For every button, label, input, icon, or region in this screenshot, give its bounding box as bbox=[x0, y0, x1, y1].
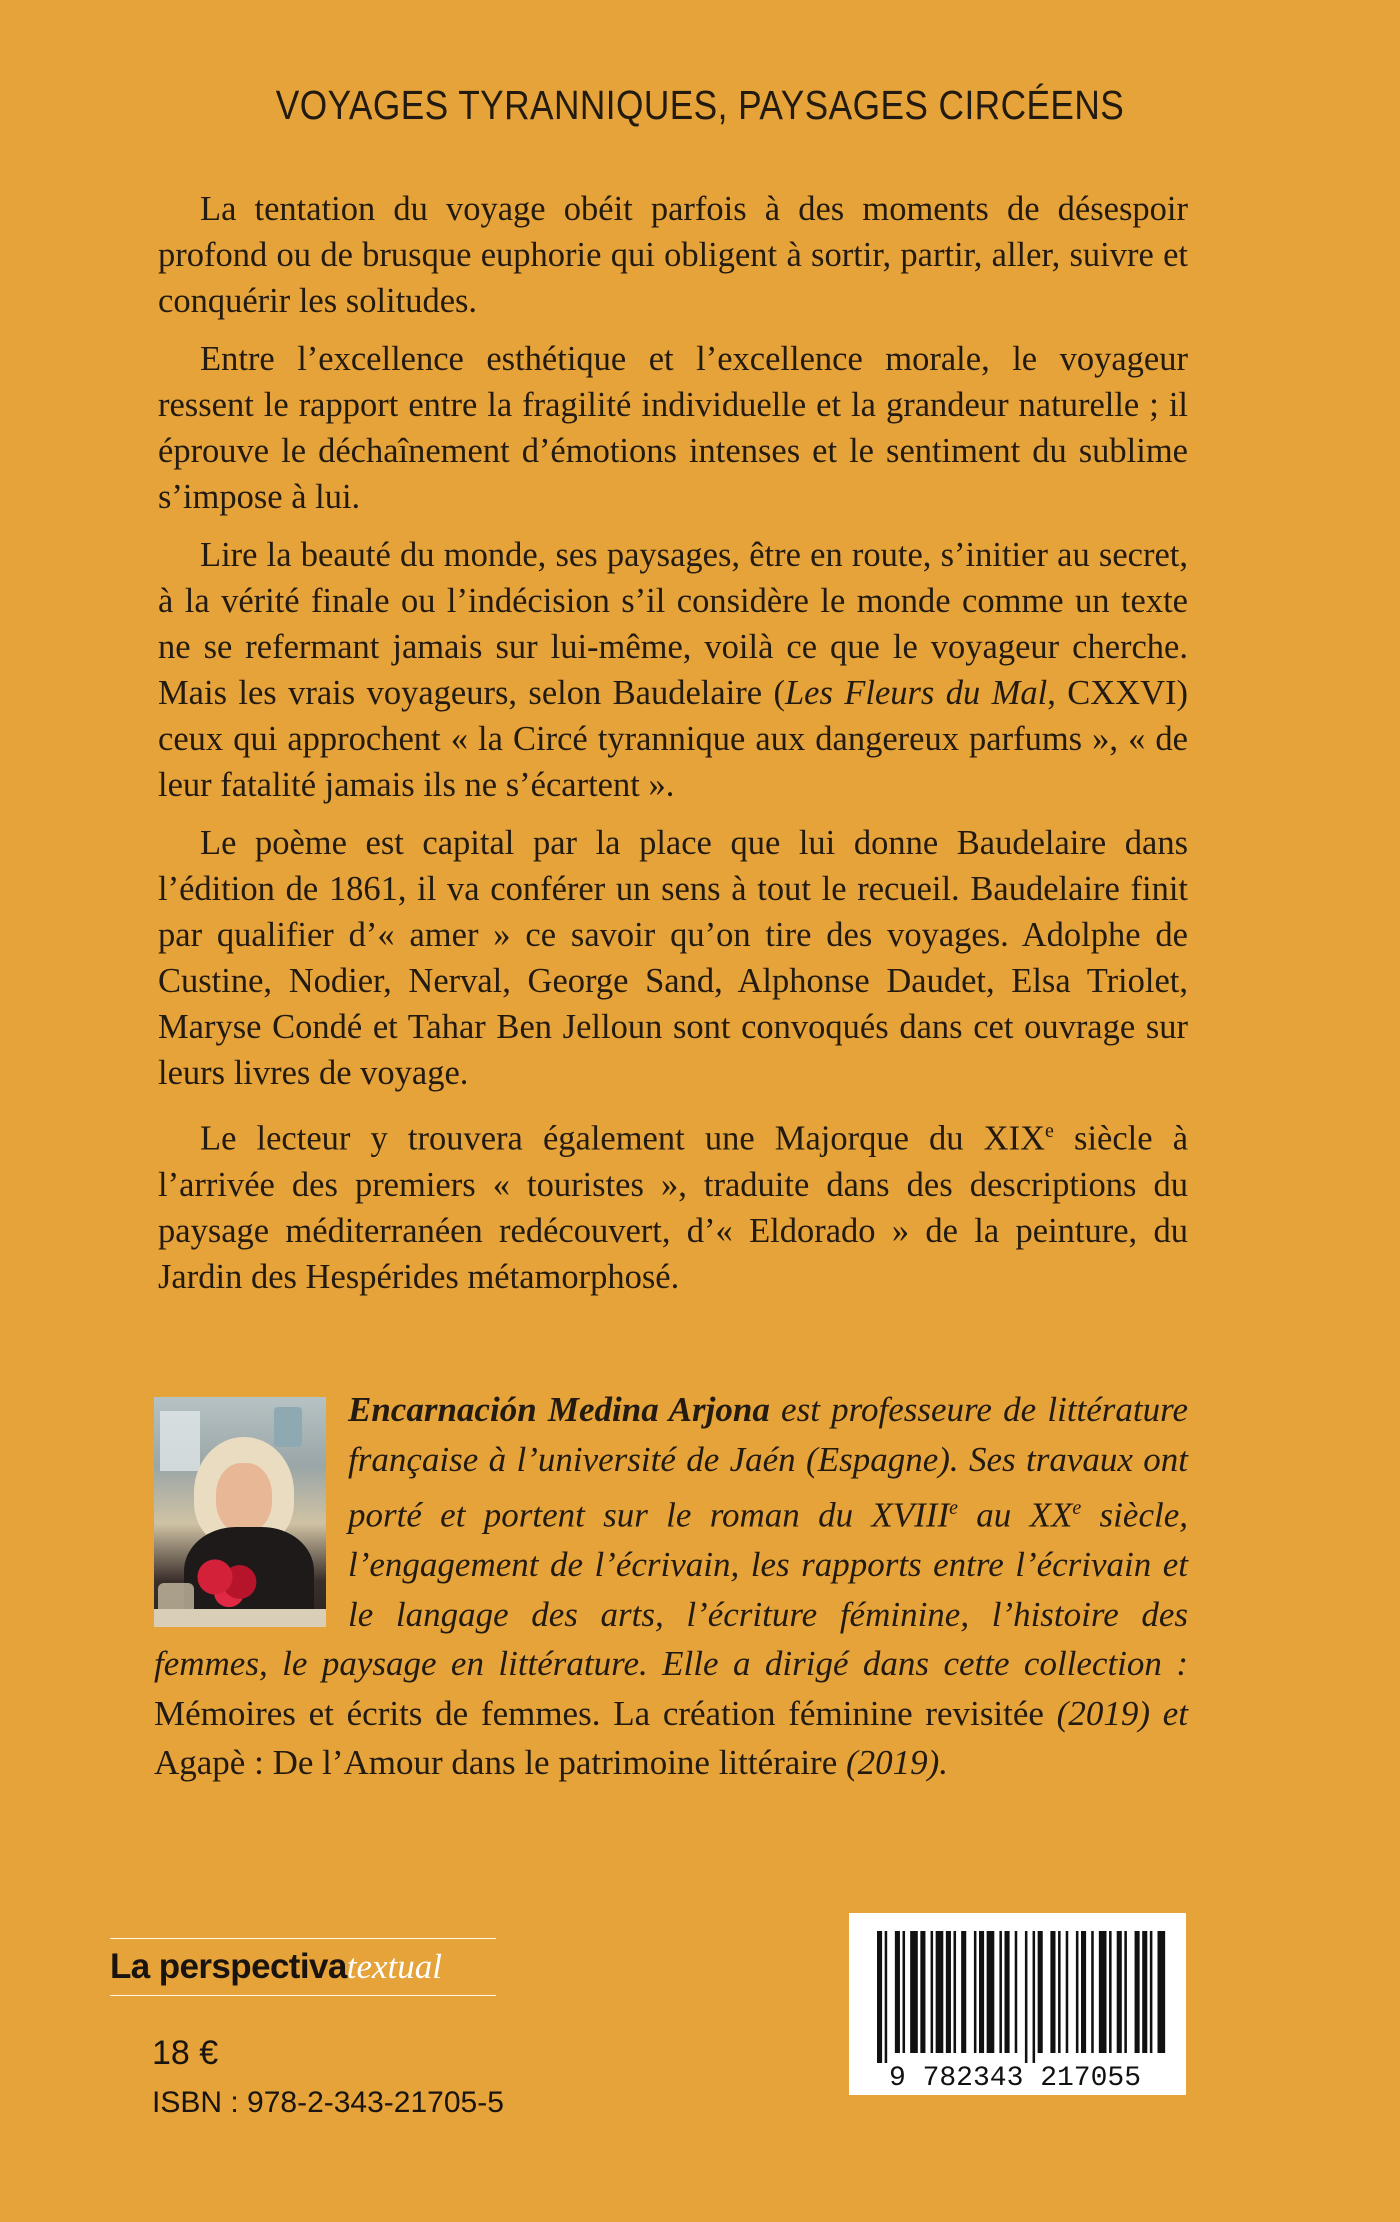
barcode-bar bbox=[979, 1931, 984, 2053]
barcode-bar bbox=[1015, 1931, 1018, 2053]
author-bio-a: est professeure de littérature française à l’université de Jaén (Espagne). Ses travaux ont porté et portent sur le roman du XVIII bbox=[348, 1390, 1189, 1535]
barcode-bar bbox=[1005, 1931, 1010, 2053]
barcode-bar bbox=[936, 1931, 944, 2053]
barcode-bar bbox=[885, 1931, 888, 2063]
author-photo bbox=[154, 1397, 326, 1627]
barcode-bars bbox=[877, 1931, 1165, 2063]
barcode-bar bbox=[1076, 1931, 1079, 2053]
barcode-bar bbox=[1142, 1931, 1147, 2053]
author-bio-b: au XX bbox=[958, 1495, 1073, 1535]
barcode-bar bbox=[931, 1931, 934, 2053]
barcode-bar bbox=[1124, 1931, 1127, 2053]
barcode-digits: 9 782343 217055 bbox=[888, 2063, 1142, 2094]
blurb-p3-start: Lire la beauté du monde, ses paysages, être en route, s’initier au secret, à la vérité finale ou l’indécision s’il considère le monde comme un texte ne se refermant jamais sur lui-même, voilà ce que le voyageur cherche. Mais les vrais voyageurs, selon Baudelaire ( bbox=[158, 536, 1188, 712]
barcode-bar bbox=[920, 1931, 925, 2053]
barcode-bar bbox=[987, 1931, 995, 2053]
barcode-bar bbox=[877, 1931, 882, 2063]
barcode-bar bbox=[910, 1931, 918, 2053]
author-bio-c: siècle, l’engagement de l’écrivain, les rapports entre l’écrivain et le langage des arts, l’écriture féminine, l’histoire des femmes, le paysage en littérature. Elle a dirigé dans cette collection : bbox=[154, 1495, 1188, 1684]
barcode-bar bbox=[1025, 1931, 1028, 2063]
author-name: Encarnación Medina Arjona bbox=[348, 1390, 770, 1429]
barcode bbox=[849, 1913, 1186, 2095]
blurb-paragraph-2: Entre l’excellence esthétique et l’excellence morale, le voyageur ressent le rapport entre la fragilité individuelle et la grandeur naturelle ; il éprouve le déchaînement d’émotions intenses et le sentiment du sublime s’impose à lui. bbox=[158, 340, 1188, 516]
blurb-paragraph-5 bbox=[158, 1108, 1188, 1300]
barcode-bar bbox=[999, 1931, 1002, 2053]
barcode-bar bbox=[1158, 1931, 1166, 2053]
barcode-bar bbox=[1033, 1931, 1036, 2063]
barcode-bar bbox=[1117, 1931, 1122, 2053]
century-superscript: e bbox=[1045, 1120, 1054, 1142]
bio-superscript-1: e bbox=[949, 1497, 959, 1519]
edited-book-1-year: (2019) et bbox=[1043, 1693, 1188, 1733]
blurb-paragraph-1: La tentation du voyage obéit parfois à des moments de désespoir profond ou de brusque euphorie qui obligent à sortir, partir, aller, suivre et conquérir les solitudes. bbox=[158, 190, 1188, 320]
barcode-bar bbox=[1109, 1931, 1112, 2053]
edited-book-1: Mémoires et écrits de femmes. La création féminine revisitée bbox=[154, 1693, 1044, 1733]
barcode-bar bbox=[1050, 1931, 1055, 2053]
collection-name-part1: La perspectiva bbox=[110, 1947, 347, 1986]
barcode-bar bbox=[954, 1931, 957, 2053]
blurb-p5-start: Le lecteur y trouvera également une Majorque du XIX bbox=[200, 1119, 1045, 1158]
barcode-bar bbox=[895, 1931, 900, 2053]
blurb-paragraph-4: Le poème est capital par la place que lui donne Baudelaire dans l’édition de 1861, il va conférer un sens à tout le recueil. Baudelaire finit par qualifier d’« amer » ce savoir qu’on tire des voyages. Adolphe de Custine, Nodier, Nerval, George Sand, Alphonse Daudet, Elsa Triolet, Maryse Condé et Tahar Ben Jelloun sont convoqués dans cet ouvrage sur leurs livres de voyage. bbox=[158, 824, 1188, 1092]
barcode-bar bbox=[1099, 1931, 1107, 2053]
edited-book-2-year: (2019). bbox=[837, 1743, 949, 1783]
barcode-bar bbox=[946, 1931, 951, 2053]
barcode-bar bbox=[1135, 1931, 1140, 2053]
author-bio bbox=[154, 1385, 1188, 1788]
blurb-text bbox=[158, 186, 1188, 1312]
barcode-graphic bbox=[849, 1913, 1186, 2095]
barcode-bar bbox=[1058, 1931, 1061, 2053]
blurb-paragraph-3 bbox=[158, 532, 1188, 808]
barcode-bar bbox=[1038, 1931, 1043, 2053]
price: 18 € bbox=[152, 2034, 219, 2072]
barcode-bar bbox=[1150, 1931, 1153, 2053]
collection-logo bbox=[110, 1938, 496, 1996]
barcode-bar bbox=[974, 1931, 977, 2053]
barcode-bar bbox=[903, 1931, 906, 2053]
cited-work: Les Fleurs du Mal bbox=[784, 674, 1048, 712]
barcode-bar bbox=[1081, 1931, 1086, 2053]
collection-name-part2: textual bbox=[346, 1947, 442, 1986]
barcode-bar bbox=[1066, 1931, 1069, 2053]
book-title: VOYAGES TYRANNIQUES, PAYSAGES CIRCÉENS bbox=[275, 82, 1125, 128]
blurb-p5-end: siècle à l’arrivée des premiers « touristes », traduite dans des descriptions du paysage méditerranéen redécouvert, d’« Eldorado » de la peinture, du Jardin des Hespérides métamorphosé. bbox=[158, 1119, 1189, 1296]
isbn: ISBN : 978-2-343-21705-5 bbox=[152, 2086, 504, 2119]
barcode-bar bbox=[1091, 1931, 1094, 2053]
bio-superscript-2: e bbox=[1072, 1497, 1082, 1519]
barcode-bar bbox=[961, 1931, 966, 2053]
blurb-p3-end: , CXXVI) ceux qui approchent « la Circé tyrannique aux dangereux parfums », « de leur fatalité jamais ils ne s’écartent ». bbox=[158, 674, 1188, 804]
edited-book-2: Agapè : De l’Amour dans le patrimoine littéraire bbox=[154, 1743, 838, 1783]
